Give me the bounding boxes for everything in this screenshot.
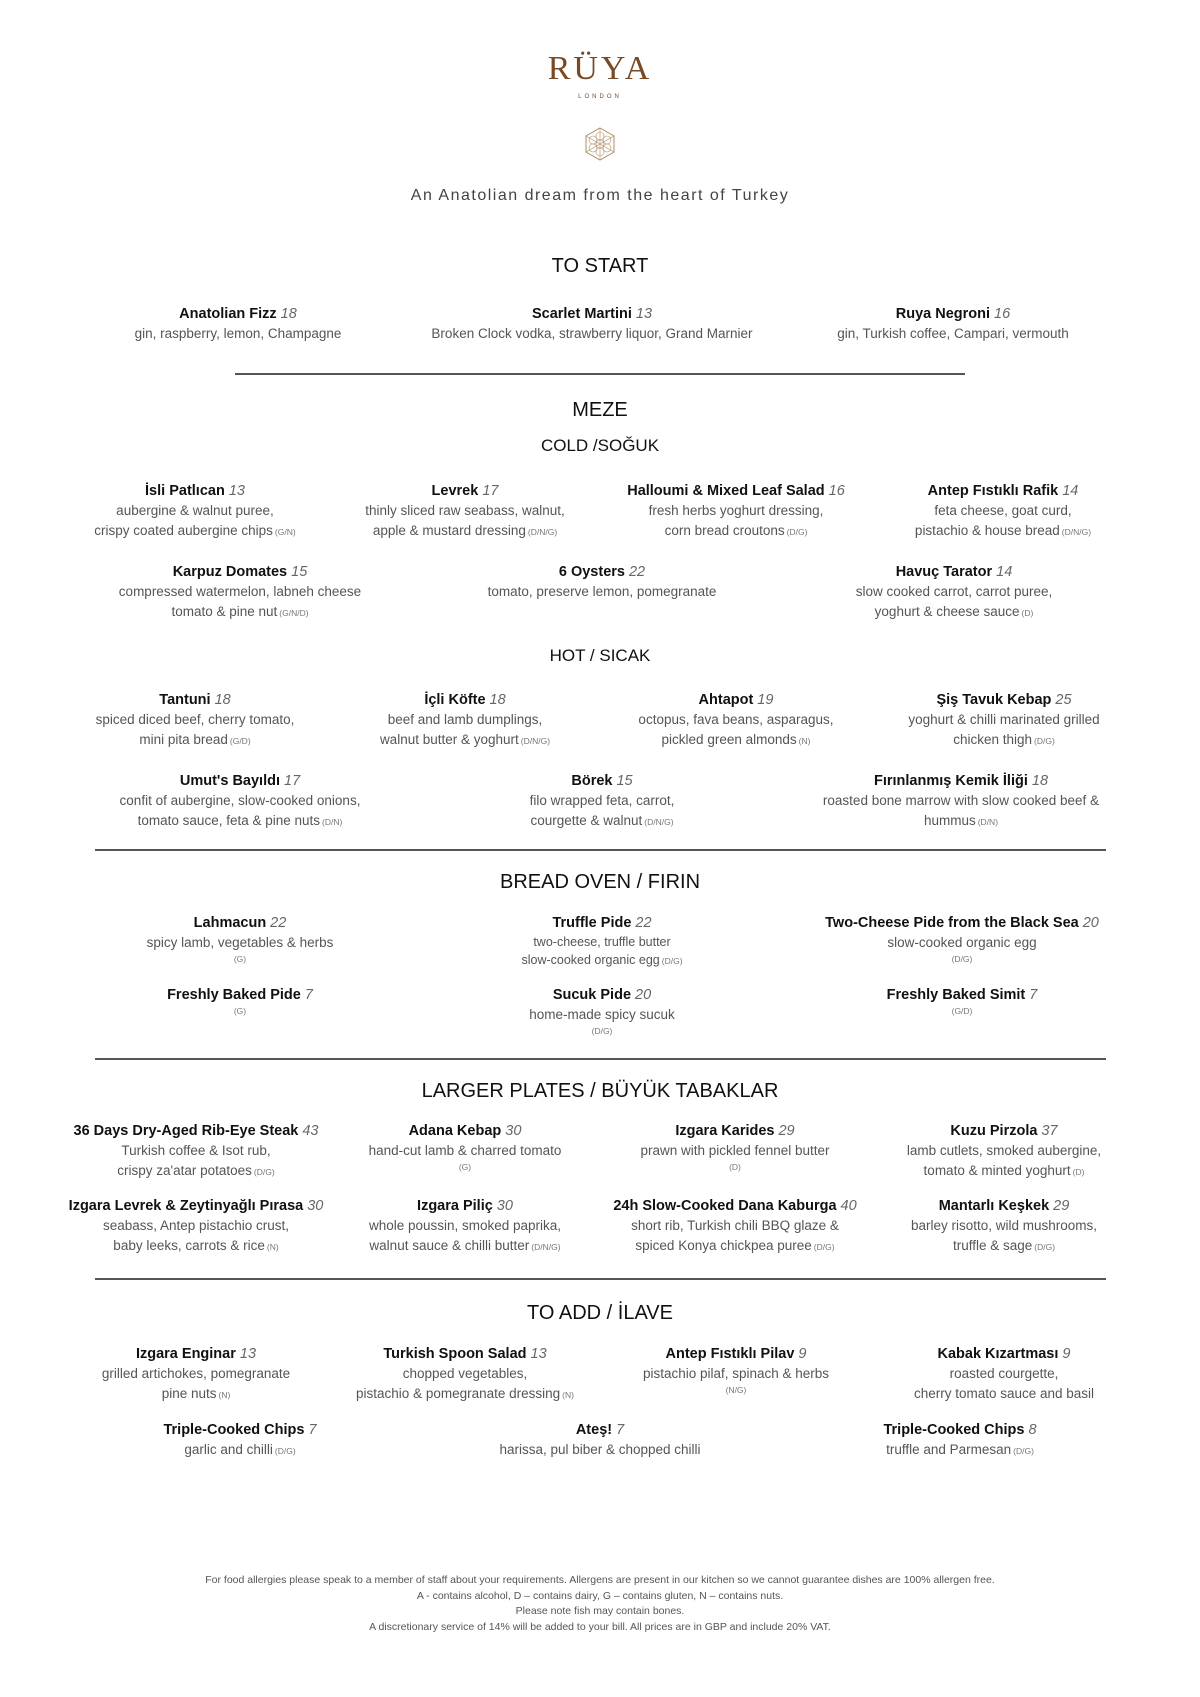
item-price: 30 xyxy=(505,1123,522,1139)
item-description: seabass, Antep pistachio crust, xyxy=(102,1218,290,1233)
item-price: 16 xyxy=(994,306,1011,322)
item-description: cherry tomato sauce and basil xyxy=(913,1386,1095,1401)
menu-item xyxy=(627,481,845,542)
item-name: Fırınlanmış Kemik İliği xyxy=(873,773,1028,789)
item-name: Havuç Tarator xyxy=(895,564,993,580)
item-description: beef and lamb dumplings, xyxy=(387,712,543,727)
item-name: Sucuk Pide xyxy=(552,987,632,1003)
item-description: mini pita bread xyxy=(139,732,228,747)
allergen-codes: (N) xyxy=(798,736,811,746)
item-description: walnut butter & yoghurt xyxy=(379,732,519,747)
item-price: 29 xyxy=(778,1123,795,1139)
allergen-codes: (N) xyxy=(562,1390,574,1400)
item-description: octopus, fava beans, asparagus, xyxy=(638,712,834,727)
menu-item xyxy=(499,1420,700,1460)
item-description: spiced diced beef, cherry tomato, xyxy=(95,712,295,727)
item-name: İsli Patlıcan xyxy=(145,483,225,499)
item-price: 13 xyxy=(530,1346,547,1362)
item-description: roasted bone marrow with slow cooked beef & xyxy=(822,793,1100,808)
item-price: 18 xyxy=(280,306,297,322)
menu-item xyxy=(74,1121,319,1182)
item-name: Börek xyxy=(571,773,613,789)
menu-item xyxy=(911,1196,1097,1257)
item-description: slow-cooked organic egg xyxy=(887,935,1037,950)
item-description: hand-cut lamb & charred tomato xyxy=(368,1143,562,1158)
item-description: prawn with pickled fennel butter xyxy=(640,1143,830,1158)
allergen-codes: (D/G) xyxy=(591,1026,613,1036)
divider xyxy=(95,1058,1106,1060)
item-name: Ruya Negroni xyxy=(895,306,991,322)
allergen-codes: (D/G) xyxy=(274,1446,296,1456)
item-description: aubergine & walnut puree, xyxy=(116,503,274,518)
menu-item xyxy=(365,481,565,542)
footer-line: For food allergies please speak to a member of staff about your requirements. Allergens are present in our kitchen so we cannot guarantee dishes are 100% allergen free. xyxy=(205,1574,995,1586)
item-name: Kuzu Pirzola xyxy=(950,1123,1038,1139)
item-description: yoghurt & cheese sauce xyxy=(874,604,1020,619)
item-name: Izgara Piliç xyxy=(417,1198,493,1214)
item-description: tomato sauce, feta & pine nuts xyxy=(137,813,321,828)
item-name: Izgara Levrek & Zeytinyağlı Pırasa xyxy=(68,1198,304,1214)
allergen-codes: (G/N/D) xyxy=(279,608,309,618)
item-description: garlic and chilli xyxy=(184,1442,273,1457)
menu-item xyxy=(613,1196,856,1257)
item-name: Adana Kebap xyxy=(408,1123,502,1139)
item-description: baby leeks, carrots & rice xyxy=(113,1238,265,1253)
item-name: Mantarlı Keşkek xyxy=(938,1198,1050,1214)
menu-item xyxy=(529,985,675,1037)
subsection-title-hot: HOT / SICAK xyxy=(549,646,651,665)
menu-item xyxy=(856,562,1053,623)
item-name: 6 Oysters xyxy=(558,564,625,580)
menu-item xyxy=(488,562,717,602)
item-name: Triple-Cooked Chips xyxy=(163,1422,305,1438)
item-description: grilled artichokes, pomegranate xyxy=(101,1366,291,1381)
item-name: Halloumi & Mixed Leaf Salad xyxy=(627,483,825,499)
item-description: pine nuts xyxy=(161,1386,217,1401)
allergen-codes: (D/G) xyxy=(661,956,683,966)
item-description: yoghurt & chilli marinated grilled xyxy=(908,712,1100,727)
item-name: Anatolian Fizz xyxy=(179,306,277,322)
section-title-to-start: TO START xyxy=(551,255,649,277)
item-description: Broken Clock vodka, strawberry liquor, Grand Marnier xyxy=(431,326,753,341)
hexagon-pattern-icon xyxy=(585,127,615,161)
item-price: 16 xyxy=(828,483,845,499)
item-description: tomato & minted yoghurt xyxy=(923,1163,1071,1178)
item-price: 18 xyxy=(214,692,231,708)
menu-item xyxy=(147,913,334,965)
item-name: 24h Slow-Cooked Dana Kaburga xyxy=(613,1198,837,1214)
menu-item xyxy=(914,1344,1094,1404)
item-price: 14 xyxy=(996,564,1013,580)
item-description: courgette & walnut xyxy=(530,813,643,828)
item-description: pickled green almonds xyxy=(661,732,797,747)
item-price: 40 xyxy=(840,1198,857,1214)
allergen-codes: (D/N/G) xyxy=(527,527,558,537)
item-description: walnut sauce & chilli butter xyxy=(369,1238,530,1253)
subsection-title-cold: COLD /SOĞUK xyxy=(540,436,660,455)
allergen-codes: (D/N/G) xyxy=(644,817,674,827)
item-price: 19 xyxy=(757,692,774,708)
item-name: İçli Köfte xyxy=(424,692,486,708)
item-description: crispy coated aubergine chips xyxy=(94,523,273,538)
item-price: 30 xyxy=(307,1198,324,1214)
menu-item xyxy=(369,1196,561,1257)
section-title-meze: MEZE xyxy=(572,399,628,421)
menu-item xyxy=(915,481,1091,542)
allergen-codes: (N/G) xyxy=(725,1385,747,1395)
item-name: Karpuz Domates xyxy=(172,564,288,580)
item-description: gin, Turkish coffee, Campari, vermouth xyxy=(837,326,1069,341)
item-description: tomato, preserve lemon, pomegranate xyxy=(487,584,717,599)
footer-line: Please note fish may contain bones. xyxy=(515,1605,685,1617)
allergen-codes: (D/N/G) xyxy=(520,736,551,746)
item-price: 18 xyxy=(489,692,506,708)
item-description: gin, raspberry, lemon, Champagne xyxy=(134,326,342,341)
item-description: pistachio pilaf, spinach & herbs xyxy=(642,1366,830,1381)
item-name: Two-Cheese Pide from the Black Sea xyxy=(825,915,1079,931)
item-name: Kabak Kızartması xyxy=(937,1346,1059,1362)
menu-item xyxy=(69,1196,324,1257)
item-description: chicken thigh xyxy=(953,732,1033,747)
menu-item xyxy=(837,304,1069,344)
menu-item xyxy=(640,1121,829,1173)
allergen-footer xyxy=(0,1573,1200,1635)
divider xyxy=(95,1278,1106,1280)
item-price: 22 xyxy=(628,564,646,580)
item-price: 13 xyxy=(239,1346,257,1362)
item-name: Izgara Enginar xyxy=(135,1346,236,1362)
allergen-codes: (D/G) xyxy=(1034,736,1055,746)
item-name: Tantuni xyxy=(159,692,211,708)
menu-item xyxy=(530,771,675,832)
allergen-codes: (D/N/G) xyxy=(1061,527,1092,537)
item-description: two-cheese, truffle butter xyxy=(533,935,671,949)
item-description: crispy za'atar potatoes xyxy=(117,1163,252,1178)
item-description: home-made spicy sucuk xyxy=(529,1007,675,1022)
item-price: 8 xyxy=(1028,1422,1037,1438)
menu-item xyxy=(167,985,313,1017)
item-description: Turkish coffee & Isot rub, xyxy=(121,1143,271,1158)
allergen-codes: (G/N) xyxy=(274,527,296,537)
item-price: 30 xyxy=(496,1198,513,1214)
allergen-codes: (G) xyxy=(233,1006,247,1016)
item-name: 36 Days Dry-Aged Rib-Eye Steak xyxy=(73,1123,299,1139)
item-description: truffle and Parmesan xyxy=(886,1442,1012,1457)
allergen-codes: (G) xyxy=(233,954,247,964)
menu-item xyxy=(102,1344,290,1405)
allergen-codes: (D) xyxy=(1021,608,1034,618)
menu-item xyxy=(643,1344,829,1396)
item-price: 22 xyxy=(270,915,287,931)
item-price: 18 xyxy=(1031,773,1049,789)
item-description: thinly sliced raw seabass, walnut, xyxy=(365,503,565,518)
item-name: Umut's Bayıldı xyxy=(179,773,280,789)
allergen-codes: (G) xyxy=(458,1162,472,1172)
allergen-codes: (N) xyxy=(218,1390,231,1400)
item-name: Levrek xyxy=(431,483,479,499)
item-price: 43 xyxy=(302,1123,319,1139)
item-description: compressed watermelon, labneh cheese xyxy=(118,584,362,599)
item-description: spicy lamb, vegetables & herbs xyxy=(146,935,334,950)
item-price: 7 xyxy=(304,987,313,1003)
allergen-codes: (D/G) xyxy=(253,1167,275,1177)
allergen-codes: (D/G) xyxy=(951,954,973,964)
item-name: Izgara Karides xyxy=(675,1123,775,1139)
menu-item xyxy=(96,690,295,751)
item-description: slow cooked carrot, carrot puree, xyxy=(855,584,1053,599)
menu-item xyxy=(369,1121,562,1173)
item-description: roasted courgette, xyxy=(949,1366,1059,1381)
allergen-codes: (D/G) xyxy=(813,1242,835,1252)
menu-item xyxy=(908,690,1099,751)
item-price: 20 xyxy=(1082,915,1099,931)
allergen-codes: (D/N) xyxy=(977,817,999,827)
item-description: short rib, Turkish chili BBQ glaze & xyxy=(631,1218,839,1233)
allergen-codes: (D/G) xyxy=(1013,1446,1034,1456)
tagline: An Anatolian dream from the heart of Turkey xyxy=(410,187,790,204)
footer-line: A - contains alcohol, D – contains dairy, G – contains gluten, N – contains nuts. xyxy=(416,1589,784,1602)
item-price: 9 xyxy=(798,1346,807,1362)
menu-item xyxy=(135,304,342,344)
item-price: 37 xyxy=(1041,1123,1058,1139)
menu-item xyxy=(163,1420,316,1461)
item-description: tomato & pine nut xyxy=(171,604,278,619)
item-name: Ahtapot xyxy=(698,692,754,708)
item-description: pistachio & pomegranate dressing xyxy=(356,1386,561,1401)
item-description: pistachio & house bread xyxy=(914,523,1060,538)
item-name: Freshly Baked Simit xyxy=(886,987,1026,1003)
menu-item xyxy=(94,481,295,542)
item-description: spiced Konya chickpea puree xyxy=(635,1238,812,1253)
item-description: chopped vegetables, xyxy=(402,1366,528,1381)
menu-item xyxy=(825,913,1099,965)
allergen-codes: (D/G) xyxy=(1034,1242,1056,1252)
item-description: harissa, pul biber & chopped chilli xyxy=(499,1442,701,1457)
item-description: truffle & sage xyxy=(952,1238,1033,1253)
section-title-bread-oven: BREAD OVEN / FIRIN xyxy=(499,871,701,893)
item-price: 17 xyxy=(482,483,499,499)
item-price: 20 xyxy=(635,987,652,1003)
item-price: 7 xyxy=(308,1422,317,1438)
menu-item xyxy=(521,913,682,970)
allergen-codes: (G/D) xyxy=(229,736,251,746)
allergen-codes: (G/D) xyxy=(951,1006,973,1016)
item-price: 22 xyxy=(635,915,652,931)
item-price: 25 xyxy=(1055,692,1072,708)
brand-logo: RÜYA xyxy=(547,50,653,87)
item-description: barley risotto, wild mushrooms, xyxy=(910,1218,1098,1233)
menu-item xyxy=(431,304,752,344)
item-price: 13 xyxy=(635,306,653,322)
item-price: 17 xyxy=(284,773,301,789)
divider xyxy=(235,373,965,375)
allergen-codes: (D) xyxy=(729,1162,741,1172)
menu-item xyxy=(823,771,1099,832)
item-name: Antep Fıstıklı Rafik xyxy=(927,483,1059,499)
item-price: 9 xyxy=(1062,1346,1071,1362)
menu-item xyxy=(638,690,833,751)
item-name: Şiş Tavuk Kebap xyxy=(936,692,1052,708)
menu-item xyxy=(356,1344,574,1405)
allergen-codes: (D/N/G) xyxy=(531,1242,561,1252)
item-name: Scarlet Martini xyxy=(531,306,632,322)
item-price: 15 xyxy=(291,564,308,580)
allergen-codes: (D/N) xyxy=(322,817,343,827)
item-price: 13 xyxy=(228,483,245,499)
section-title-to-add: TO ADD / İLAVE xyxy=(527,1302,673,1324)
item-price: 15 xyxy=(616,773,633,789)
item-name: Lahmacun xyxy=(193,915,267,931)
allergen-codes: (D) xyxy=(1072,1167,1085,1177)
item-name: Triple-Cooked Chips xyxy=(883,1422,1025,1438)
item-name: Antep Fıstıklı Pilav xyxy=(665,1346,795,1362)
section-title-larger-plates: LARGER PLATES / BÜYÜK TABAKLAR xyxy=(421,1080,779,1102)
item-price: 7 xyxy=(1029,987,1038,1003)
item-description: corn bread croutons xyxy=(664,523,785,538)
menu-item xyxy=(120,771,361,832)
allergen-codes: (D/G) xyxy=(786,527,808,537)
menu-item xyxy=(380,690,550,751)
brand-location: LONDON xyxy=(578,94,622,100)
footer-line: A discretionary service of 14% will be added to your bill. All prices are in GBP and include 20% VAT. xyxy=(369,1620,831,1633)
item-description: slow-cooked organic egg xyxy=(521,953,660,967)
item-description: filo wrapped feta, carrot, xyxy=(529,793,675,808)
item-description: whole poussin, smoked paprika, xyxy=(368,1218,562,1233)
menu-item xyxy=(883,1420,1036,1461)
item-name: Truffle Pide xyxy=(552,915,632,931)
allergen-codes: (N) xyxy=(266,1242,279,1252)
item-description: confit of aubergine, slow-cooked onions, xyxy=(119,793,361,808)
item-description: lamb cutlets, smoked aubergine, xyxy=(906,1143,1102,1158)
item-price: 7 xyxy=(616,1422,625,1438)
item-price: 14 xyxy=(1062,483,1079,499)
item-description: fresh herbs yoghurt dressing, xyxy=(648,503,824,518)
item-description: feta cheese, goat curd, xyxy=(934,503,1072,518)
item-name: Turkish Spoon Salad xyxy=(383,1346,527,1362)
menu-item xyxy=(119,562,361,623)
divider xyxy=(95,849,1106,851)
item-name: Ateş! xyxy=(575,1422,613,1438)
item-name: Freshly Baked Pide xyxy=(167,987,301,1003)
menu-item xyxy=(907,1121,1101,1182)
item-description: hummus xyxy=(923,813,976,828)
menu-item xyxy=(887,985,1038,1017)
item-description: apple & mustard dressing xyxy=(372,523,526,538)
item-price: 29 xyxy=(1053,1198,1070,1214)
